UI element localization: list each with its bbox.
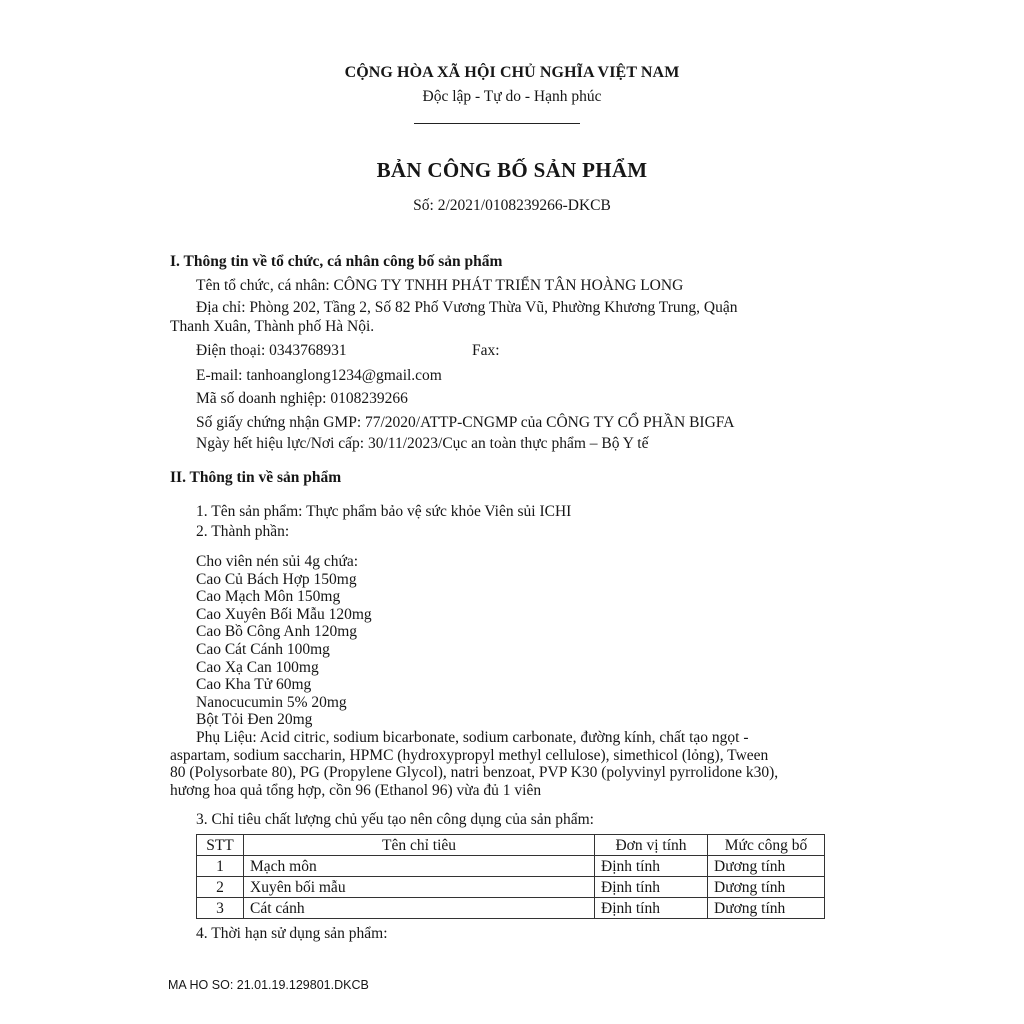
ingredient-intro: Cho viên nén sủi 4g chứa: (196, 553, 359, 570)
phone: Điện thoại: 0343768931 (196, 342, 347, 359)
quality-label: 3. Chỉ tiêu chất lượng chủ yếu tạo nên công dụng của sản phẩm: (196, 811, 594, 828)
cell-name: Xuyên bối mẫu (244, 877, 595, 898)
org-name: Tên tổ chức, cá nhân: CÔNG TY TNHH PHÁT TRIỂN TÂN HOÀNG LONG (196, 277, 684, 294)
fax: Fax: (472, 342, 500, 359)
ingredient-item: Cao Xuyên Bối Mẫu 120mg (196, 605, 372, 623)
table-header-row (197, 835, 825, 856)
quality-table (196, 834, 825, 919)
cell-unit: Định tính (595, 877, 708, 898)
cell-stt: 1 (197, 856, 244, 877)
header-divider (414, 123, 580, 124)
validity: Ngày hết hiệu lực/Nơi cấp: 30/11/2023/Cục an toàn thực phẩm – Bộ Y tế (196, 435, 649, 452)
shelf-life-label: 4. Thời hạn sử dụng sản phẩm: (196, 925, 388, 942)
ingredient-list (196, 553, 749, 747)
product-name: 1. Tên sản phẩm: Thực phẩm bảo vệ sức khỏe Viên sủi ICHI (196, 503, 572, 520)
ingredient-item: Cao Mạch Môn 150mg (196, 588, 341, 606)
ingredient-item: Bột Tỏi Đen 20mg (196, 711, 313, 729)
cell-unit: Định tính (595, 856, 708, 877)
table-row (197, 856, 825, 877)
email: E-mail: tanhoanglong1234@gmail.com (196, 367, 442, 384)
cell-level: Dương tính (708, 856, 825, 877)
cell-unit: Định tính (595, 898, 708, 919)
col-header-level: Mức công bố (708, 835, 825, 856)
ingredient-item: Cao Kha Tử 60mg (196, 676, 312, 694)
col-header-stt: STT (197, 835, 244, 856)
tax-id: Mã số doanh nghiệp: 0108239266 (196, 390, 408, 407)
ingredient-item: Cao Củ Bách Hợp 150mg (196, 570, 357, 588)
section2-heading: II. Thông tin về sản phẩm (170, 469, 342, 486)
col-header-name: Tên chỉ tiêu (244, 835, 595, 856)
cell-level: Dương tính (708, 898, 825, 919)
col-header-unit: Đơn vị tính (595, 835, 708, 856)
document-title: BẢN CÔNG BỐ SẢN PHẨM (376, 158, 648, 182)
excipients-line3: 80 (Polysorbate 80), PG (Propylene Glycol), natri benzoat, PVP K30 (polyvinyl pyrrolidone k30), (170, 764, 779, 782)
section1-heading: I. Thông tin về tổ chức, cá nhân công bố sản phẩm (170, 253, 503, 270)
cell-name: Mạch môn (244, 856, 595, 877)
table-row (197, 898, 825, 919)
cell-stt: 3 (197, 898, 244, 919)
table-row (197, 877, 825, 898)
excipients-line1: Phụ Liệu: Acid citric, sodium bicarbonate, sodium carbonate, đường kính, chất tạo ngọt - (196, 728, 749, 746)
cell-name: Cát cánh (244, 898, 595, 919)
composition-label: 2. Thành phần: (196, 523, 290, 540)
address-line2: Thanh Xuân, Thành phố Hà Nội. (170, 318, 375, 335)
gmp-certificate: Số giấy chứng nhận GMP: 77/2020/ATTP-CNGMP của CÔNG TY CỔ PHẦN BIGFA (196, 414, 735, 431)
republic-header: CỘNG HÒA XÃ HỘI CHỦ NGHĨA VIỆT NAM (344, 64, 680, 81)
ingredient-item: Cao Xạ Can 100mg (196, 658, 319, 676)
motto: Độc lập - Tự do - Hạnh phúc (422, 88, 602, 105)
ingredient-item: Nanocucumin 5% 20mg (196, 693, 347, 711)
cell-stt: 2 (197, 877, 244, 898)
excipients-continued (170, 747, 778, 800)
ingredient-item: Cao Bồ Công Anh 120mg (196, 623, 358, 641)
cell-level: Dương tính (708, 877, 825, 898)
address-line1: Địa chỉ: Phòng 202, Tầng 2, Số 82 Phố Vương Thừa Vũ, Phường Khương Trung, Quận (196, 299, 738, 316)
ingredient-item: Cao Cát Cánh 100mg (196, 640, 330, 658)
dossier-code: MA HO SO: 21.01.19.129801.DKCB (168, 978, 369, 992)
excipients-line2: aspartam, sodium saccharin, HPMC (hydroxypropyl methyl cellulose), simethicol (lỏng), Tween (170, 746, 769, 764)
document-number: Số: 2/2021/0108239266-DKCB (413, 197, 611, 214)
excipients-line4: hương hoa quả tổng hợp, cồn 96 (Ethanol 96) vừa đủ 1 viên (170, 781, 542, 799)
